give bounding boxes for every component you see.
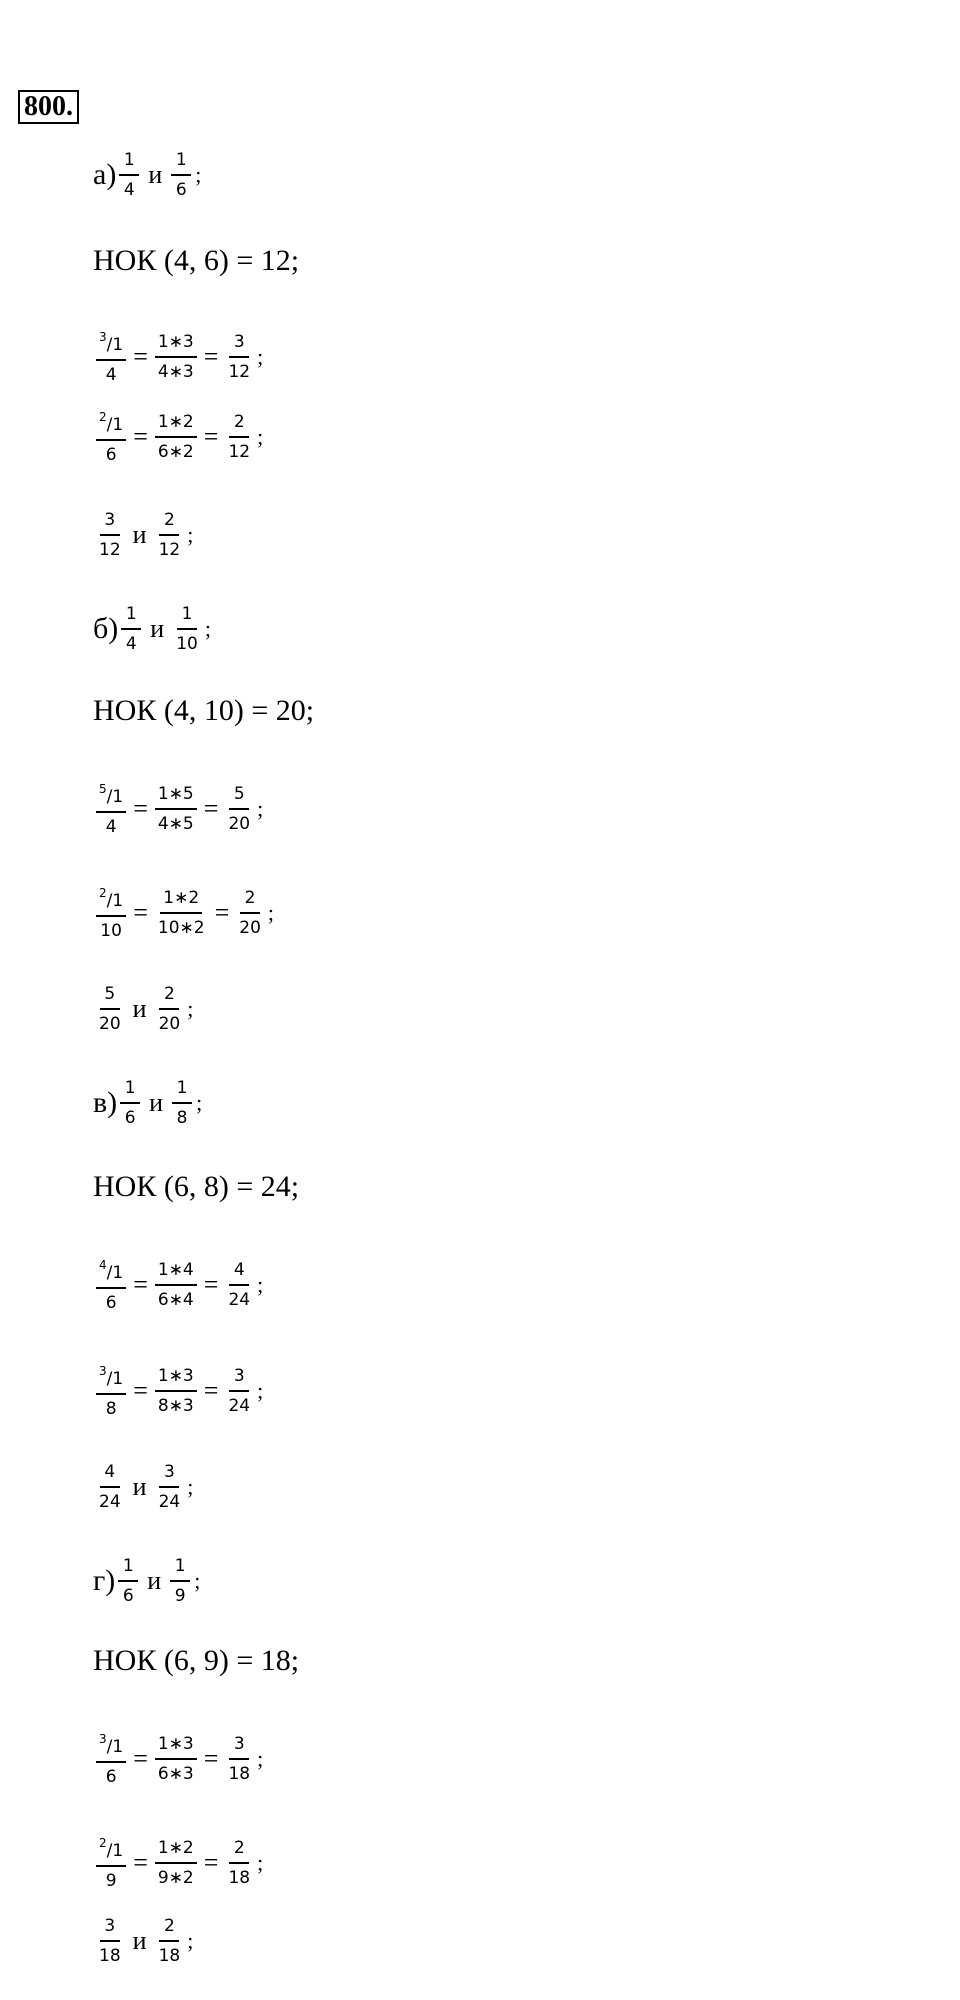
fraction-with-multiplier: $^2$ / 1 9 [96,1832,126,1893]
fraction-with-multiplier: $^4$ / 1 6 [96,1254,126,1315]
part-label: б) [93,612,119,645]
fraction: $\frac{2}{20}$ [158,984,181,1034]
fraction: $\frac{1∗3}{4∗3}$ [155,330,197,384]
fraction: $\frac{2}{12}$ [158,510,181,560]
fraction-with-multiplier: $^3$ / 1 8 [96,1360,126,1421]
fraction-with-multiplier: $^2$ / 1 6 [96,406,126,467]
result-row: $\frac{5}{20}$ и $\frac{2}{20}$ ; [93,982,193,1036]
fraction: $\frac{1}{6}$ [171,148,191,202]
fraction: $\frac{3}{24}$ [228,1365,251,1416]
fraction: $\frac{4}{24}$ [228,1259,251,1310]
semicolon: ; [195,162,202,187]
part-a-header [93,148,201,202]
fraction: $\frac{5}{20}$ [228,783,251,834]
fraction: $\frac{5}{20}$ [99,984,121,1034]
fraction: $\frac{3}{24}$ [158,1462,181,1512]
lcm-line: НОК (4, 10) = 20; [93,694,315,727]
fraction: $\frac{1∗4}{6∗4}$ [155,1258,197,1312]
reduction-row: $^4$ / 1 6 = $\frac{1∗4}{6∗4}$ = $\frac{4}{24}$ ; [93,1254,263,1315]
fraction: $\frac{2}{18}$ [158,1916,181,1966]
lcm-line: НОК (6, 9) = 18; [93,1644,300,1677]
fraction-with-multiplier: $^3$ / 1 6 [96,1728,126,1789]
fraction: $\frac{1∗3}{8∗3}$ [155,1364,197,1418]
fraction: $\frac{1∗2}{9∗2}$ [155,1836,197,1890]
result-row: $\frac{3}{18}$ и $\frac{2}{18}$ ; [93,1914,193,1968]
reduction-row: $^2$ / 1 6 = $\frac{1∗2}{6∗2}$ = $\frac{2}{12}$ ; [93,406,263,467]
result-row: $\frac{3}{12}$ и $\frac{2}{12}$ ; [93,508,193,562]
fraction-with-multiplier: $^5$ / 1 4 [96,778,126,839]
fraction-with-multiplier: $^2$ / 1 10 [96,882,126,943]
fraction: $\frac{1}{4}$ [119,148,139,202]
fraction: $\frac{2}{18}$ [228,1837,251,1888]
reduction-row: $^3$ / 1 6 = $\frac{1∗3}{6∗3}$ = $\frac{3}{18}$ ; [93,1728,263,1789]
reduction-row: $^3$ / 1 4 = $\frac{1∗3}{4∗3}$ = $\frac{3}{12}$ ; [93,326,263,387]
reduction-row: $^2$ / 1 9 = $\frac{1∗2}{9∗2}$ = $\frac{2}{18}$ ; [93,1832,263,1893]
fraction: $\frac{2}{12}$ [228,411,251,462]
reduction-row: $^3$ / 1 8 = $\frac{1∗3}{8∗3}$ = $\frac{3}{24}$ ; [93,1360,263,1421]
part-label: в) [93,1086,118,1119]
part-label: г) [93,1564,116,1597]
part-label: а) [93,158,117,191]
fraction: $\frac{3}{12}$ [99,510,121,560]
lcm-line: НОК (4, 6) = 12; [93,244,300,277]
lcm-line: НОК (6, 8) = 24; [93,1170,300,1203]
fraction: $\frac{3}{18}$ [228,1733,251,1784]
part-b-header: б) $\frac{1}{4}$ и $\frac{1}{10}$ ; [93,604,211,654]
fraction: $\frac{1∗3}{6∗3}$ [155,1732,197,1786]
fraction: $\frac{2}{20}$ [239,887,261,938]
fraction-with-multiplier: $^3$ / 1 4 [96,326,126,387]
part-v-header: в) $\frac{1}{6}$ и $\frac{1}{8}$ ; [93,1078,203,1128]
fraction: $\frac{1∗5}{4∗5}$ [155,782,197,836]
result-row: $\frac{4}{24}$ и $\frac{3}{24}$ ; [93,1460,193,1514]
fraction: $\frac{1∗2}{6∗2}$ [155,410,197,464]
fraction: $\frac{3}{18}$ [99,1916,121,1966]
and-word: и [148,160,163,189]
fraction: $\frac{1}{9}$ [170,1554,190,1608]
fraction: $\frac{1∗2}{10∗2}$ [157,887,205,938]
fraction: $\frac{1}{6}$ [120,1076,140,1130]
reduction-row: $^5$ / 1 4 = $\frac{1∗5}{4∗5}$ = $\frac{5}{20}$ ; [93,778,263,839]
fraction: $\frac{1}{4}$ [121,602,141,656]
fraction: $\frac{3}{12}$ [228,331,251,382]
problem-number: 800. [18,90,79,124]
fraction: $\frac{1}{6}$ [118,1554,138,1608]
part-g-header: г) $\frac{1}{6}$ и $\frac{1}{9}$ ; [93,1556,201,1606]
fraction: $\frac{1}{8}$ [172,1076,192,1130]
fraction: $\frac{4}{24}$ [99,1462,121,1512]
fraction: $\frac{1}{10}$ [176,604,198,654]
reduction-row: $^2$ / 1 10 = $\frac{1∗2}{10∗2}$ = $\frac{2}{20}$ ; [93,882,274,943]
